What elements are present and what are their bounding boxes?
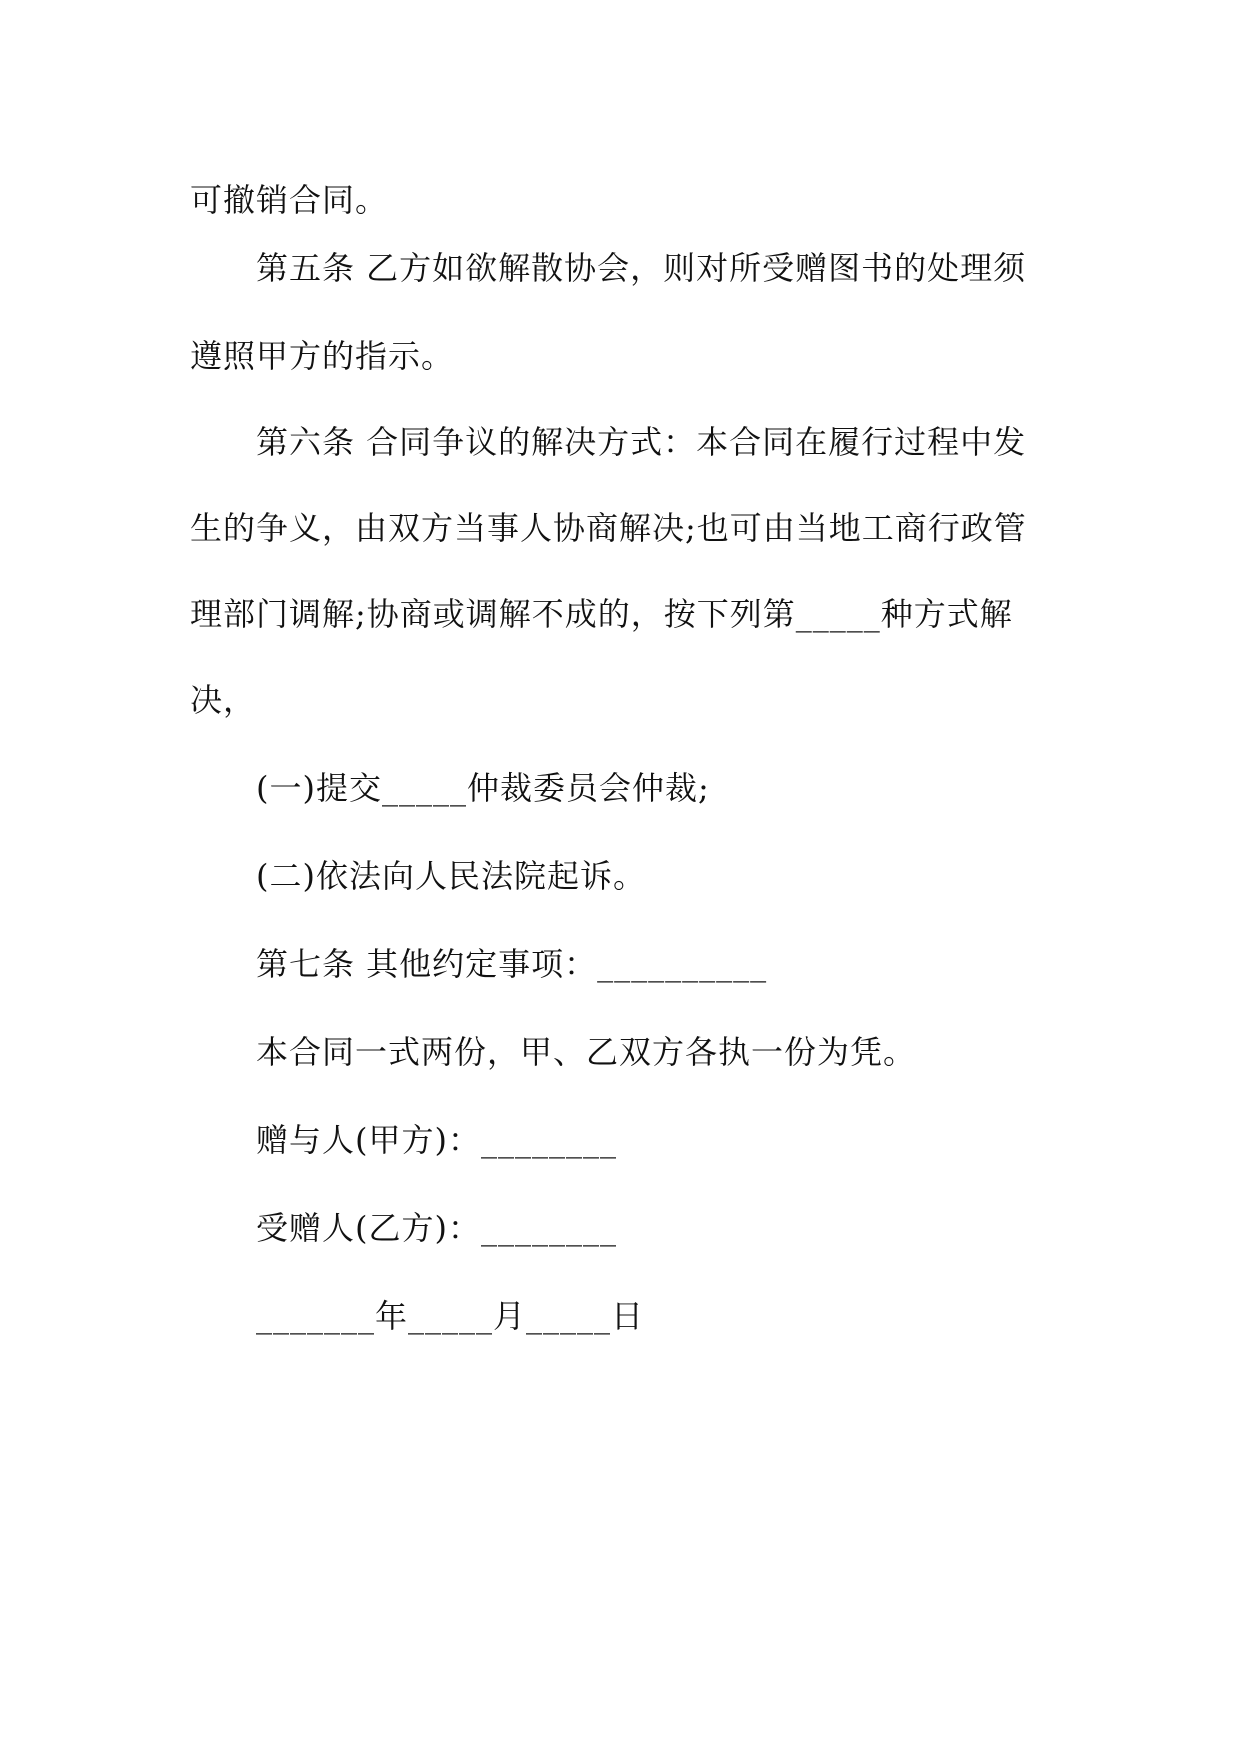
article-5-line-1: 第五条 乙方如欲解散协会，则对所受赠图书的处理须 (256, 249, 1027, 287)
donee-signature-line: 受赠人(乙方)：________ (256, 1209, 617, 1247)
date-line: _______年_____月_____日 (256, 1297, 645, 1335)
article-6-line-1: 第六条 合同争议的解决方式：本合同在履行过程中发 (256, 423, 1027, 461)
donor-signature-line: 赠与人(甲方)：________ (256, 1121, 617, 1159)
text-line: 可撤销合同。 (190, 181, 389, 219)
option-litigation: (二)依法向人民法院起诉。 (256, 857, 646, 895)
article-6-line-4: 决， (190, 681, 257, 719)
copies-statement: 本合同一式两份，甲、乙双方各执一份为凭。 (256, 1033, 917, 1071)
article-6-line-2: 生的争义，由双方当事人协商解决;也可由当地工商行政管 (190, 509, 1027, 547)
article-7-line: 第七条 其他约定事项：__________ (256, 945, 768, 983)
article-6-line-3: 理部门调解;协商或调解不成的，按下列第_____种方式解 (190, 595, 1013, 633)
article-5-line-2: 遵照甲方的指示。 (190, 337, 455, 375)
option-arbitration: (一)提交_____仲裁委员会仲裁; (256, 769, 710, 807)
